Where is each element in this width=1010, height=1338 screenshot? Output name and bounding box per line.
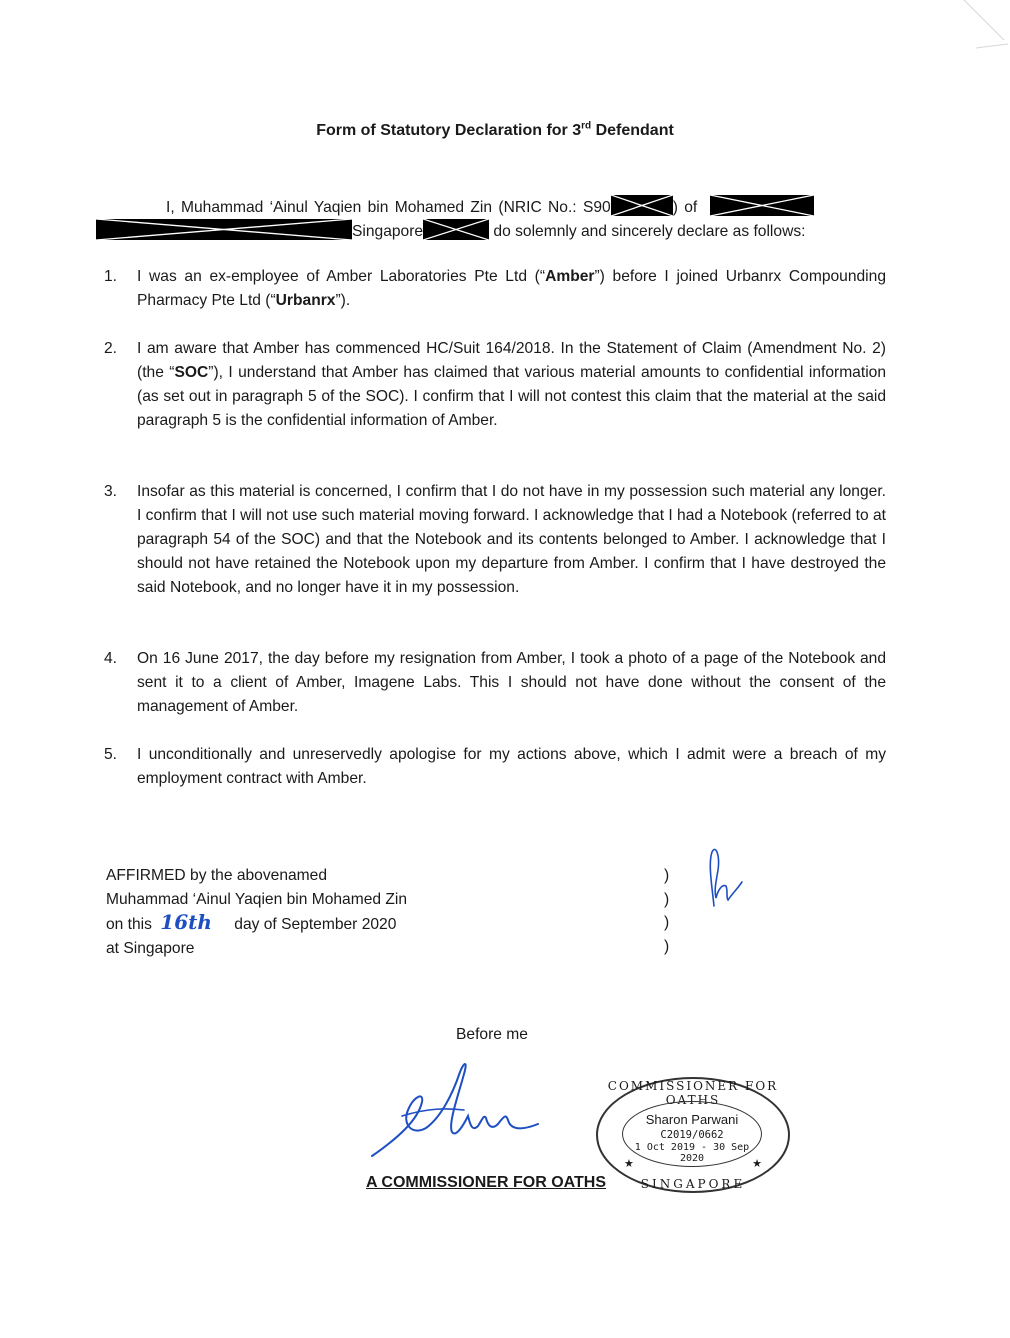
redaction-address-2	[96, 219, 352, 240]
redaction-nric	[611, 195, 673, 216]
paragraph-number: 5.	[104, 746, 118, 763]
stamp-bottom-text: SINGAPORE	[640, 1177, 746, 1191]
paragraph-2	[104, 337, 886, 433]
paragraph-text: I am aware that Amber has commenced HC/Suit 164/2018. In the Statement of Claim (Amendment No. 2) (the “SOC”), I understand that Amber has claimed that various material amounts to confidential information (as set out in paragraph 5 of the SOC). I confirm that I will not contest this claim that the material at the said paragraph 5 is the confidential information of Amber.	[137, 340, 887, 429]
stamp-period: 1 Oct 2019 - 30 Sep 2020	[634, 1142, 750, 1164]
commissioner-label: A COMMISSIONER FOR OATHS	[366, 1174, 606, 1191]
affirmation-line-1: AFFIRMED by the abovenamed	[106, 867, 328, 884]
affirmation-line-4: at Singapore	[106, 939, 195, 957]
document-title	[0, 122, 990, 140]
affirmation-month-year: day of September 2020	[234, 916, 397, 933]
stamp-code: C2019/0662	[660, 1129, 724, 1141]
handwritten-day: 16th	[160, 910, 212, 934]
intro-text-of: ) of	[672, 199, 698, 216]
affirmation-line-2: Muhammad ‘Ainul Yaqien bin Mohamed Zin	[106, 890, 408, 908]
affirmation-brackets	[664, 864, 676, 958]
title-main: Form of Statutory Declaration for 3	[316, 122, 582, 139]
stamp-top-text: COMMISSIONER FOR OATHS	[607, 1079, 779, 1107]
stamp-inner-ring	[622, 1101, 762, 1167]
bracket: )	[664, 937, 670, 955]
bracket: )	[664, 867, 670, 884]
paragraph-text: I was an ex-employee of Amber Laboratories Pte Ltd (“Amber”) before I joined Urbanrx Compounding Pharmacy Pte Ltd (“Urbanrx”).	[137, 268, 886, 309]
affirmation-on-this: on this	[106, 916, 152, 933]
title-suffix: Defendant	[591, 122, 674, 139]
intro-line-1	[166, 195, 888, 220]
stamp-name: Sharon Parwani	[645, 1112, 739, 1127]
intro-text-singapore: Singapore	[352, 223, 424, 240]
paragraph-text: I unconditionally and unreservedly apologise for my actions above, which I admit were a breach of my employment contract with Amber.	[137, 746, 886, 787]
paragraph-text: On 16 June 2017, the day before my resignation from Amber, I took a photo of a page of the Notebook and sent it to a client of Amber, Imagene Labs. This I should not have done without the consent of the management of Amber.	[137, 650, 886, 715]
before-me-label: Before me	[456, 1026, 528, 1043]
declarant-signature	[698, 846, 758, 908]
paragraph-number: 1.	[104, 268, 118, 285]
stamp-star-icon: ★	[624, 1158, 634, 1170]
bracket: )	[664, 890, 670, 908]
intro-line-2	[96, 219, 896, 244]
bracket: )	[664, 914, 670, 931]
paragraph-number: 3.	[104, 483, 118, 500]
paragraph-number: 4.	[104, 650, 118, 667]
redaction-address-1	[710, 195, 814, 216]
commissioner-signature	[368, 1058, 558, 1162]
paragraph-5	[104, 743, 886, 791]
intro-text-name: I, Muhammad ‘Ainul Yaqien bin Mohamed Zin (NRIC No.: S90	[166, 199, 611, 216]
paragraph-4	[104, 647, 886, 719]
affirmation-line-3	[106, 911, 526, 937]
stamp-star-icon: ★	[752, 1158, 762, 1170]
commissioner-stamp	[596, 1077, 790, 1193]
redaction-postal	[423, 219, 489, 240]
intro-text-declare: do solemnly and sincerely declare as follows:	[489, 223, 806, 240]
paragraph-1	[104, 265, 886, 313]
title-superscript: rd	[581, 120, 592, 132]
affirmation-block	[106, 864, 526, 960]
page-corner-fold	[958, 0, 1010, 52]
paragraph-3	[104, 480, 886, 600]
paragraph-number: 2.	[104, 340, 118, 357]
paragraph-text: Insofar as this material is concerned, I confirm that I do not have in my possession such material any longer. I confirm that I will not use such material moving forward. I acknowledge that I had a Notebook (referred to at paragraph 54 of the SOC) and that the Notebook and its contents belonged to Amber. I acknowledge that I should not have retained the Notebook upon my departure from Amber. I confirm that I have destroyed the said Notebook, and no longer have it in my possession.	[137, 483, 886, 596]
